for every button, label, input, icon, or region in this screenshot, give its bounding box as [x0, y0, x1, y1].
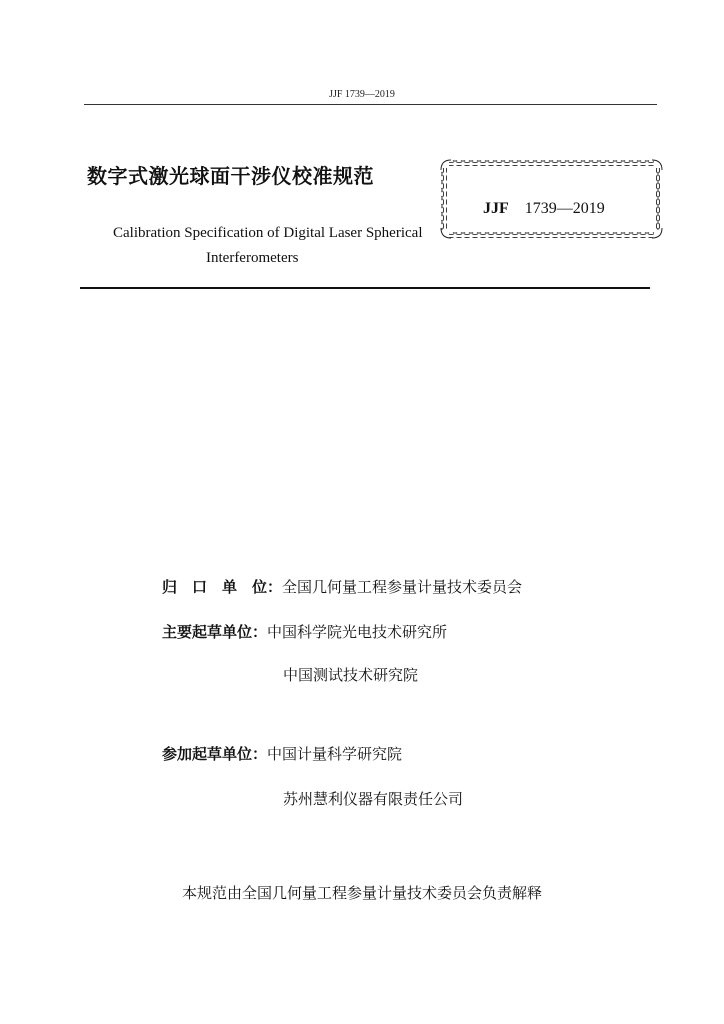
main-drafters-line — [162, 621, 447, 642]
participating-drafter-1: 中国计量科学研究院 — [267, 745, 403, 763]
participating-drafters-label: 参加起草单位： — [162, 745, 268, 763]
decorative-chain-border — [439, 158, 664, 240]
title-chinese: 数字式激光球面干涉仪校准规范 — [87, 164, 374, 188]
header-code: JJF 1739—2019 — [329, 89, 395, 100]
responsible-unit-value: 全国几何量工程参量计量技术委员会 — [282, 578, 523, 596]
standard-number-value: 1739—2019 — [524, 200, 605, 217]
main-drafter-2-line — [283, 664, 418, 685]
standard-prefix: JJF — [483, 200, 509, 217]
main-drafters-label: 主要起草单位： — [162, 623, 268, 641]
standard-number — [483, 200, 605, 218]
participating-drafter-2: 苏州慧利仪器有限责任公司 — [283, 790, 464, 808]
title-english-line-1: Calibration Specification of Digital Laser Spherical — [113, 225, 423, 241]
interpretation-note: 本规范由全国几何量工程参量计量技术委员会负责解释 — [181, 884, 542, 902]
participating-drafters-line — [162, 743, 402, 764]
participating-drafter-2-line — [283, 788, 463, 809]
standard-number-frame — [439, 158, 664, 240]
responsible-unit-line — [162, 576, 522, 597]
responsible-unit-label: 归 口 单 位： — [162, 578, 283, 596]
title-english-line-2: Interferometers — [206, 250, 299, 266]
main-drafter-1: 中国科学院光电技术研究所 — [267, 623, 448, 641]
title-separator-rule — [80, 287, 650, 289]
main-drafter-2: 中国测试技术研究院 — [283, 666, 419, 684]
header-rule — [84, 104, 657, 105]
